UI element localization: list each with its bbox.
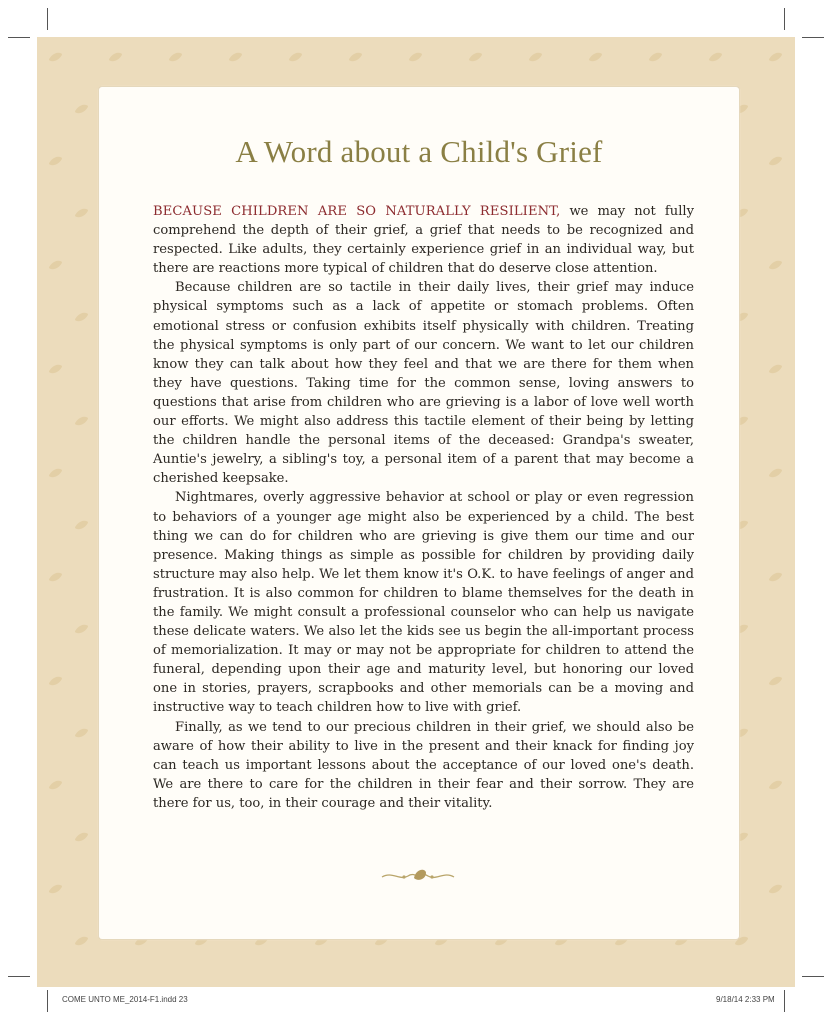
paragraph-2: Because children are so tactile in their daily lives, their grief may induce physical symptoms such as a lack of appetite or stomach problems. Often emotional stress or confusion exhibits itself physically with children. Treating the physical symptoms is only part of our concern. We want to let our children know they can talk about how they feel and that we are there for them when they have questions. Taking time for the common sense, loving answers to questions that arise from children who are grieving is a labor of love well worth our efforts. We might also address this tactile element of their being by letting the children handle the personal items of the deceased: Grandpa's sweater, Auntie's jewelry, a sibling's toy, a personal item of a parent that may become a cherished keepsake. bbox=[153, 280, 694, 487]
crop-mark-bottom-right-h bbox=[802, 976, 824, 977]
leaf-pattern-icon bbox=[709, 50, 723, 65]
paragraph-1 bbox=[153, 202, 694, 278]
leaf-pattern-icon bbox=[769, 778, 783, 793]
crop-mark-top-left-h bbox=[8, 37, 30, 38]
leaf-pattern-icon bbox=[289, 50, 303, 65]
leaf-pattern-icon bbox=[769, 258, 783, 273]
crop-mark-top-right bbox=[784, 8, 785, 30]
leaf-pattern-icon bbox=[229, 50, 243, 65]
leaf-pattern-icon bbox=[49, 674, 63, 689]
lead-in-text: BECAUSE CHILDREN ARE SO NATURALLY RESILIENT, bbox=[153, 204, 561, 219]
leaf-pattern-icon bbox=[75, 102, 89, 117]
leaf-pattern-icon bbox=[649, 50, 663, 65]
leaf-pattern-icon bbox=[49, 362, 63, 377]
paragraph-3: Nightmares, overly aggressive behavior at school or play or even regression to behaviors of a younger age might also be experienced by a child. The best thing we can do for children who are grieving is give them our time and our presence. Making things as simple as possible for children by providing daily structure may also help. We let them know it's O.K. to have feelings of anger and frustration. It is also common for children to blame themselves for the death in the family. We might consult a professional counselor who can help us navigate these delicate waters. We also let the kids see us begin the all-important process of memorialization. It may or may not be appropriate for children to attend the funeral, depending upon their age and maturity level, but honoring our loved one in stories, prayers, scrapbooks and other memorials can be a moving and instructive way to teach children how to live with grief. bbox=[153, 490, 694, 716]
crop-mark-top-left bbox=[47, 8, 48, 30]
leaf-pattern-icon bbox=[769, 466, 783, 481]
leaf-pattern-icon bbox=[769, 882, 783, 897]
leaf-pattern-icon bbox=[769, 570, 783, 585]
date-slug: 9/18/14 2:33 PM bbox=[716, 995, 775, 1004]
paragraph-4: Finally, as we tend to our precious children in their grief, we should also be aware of how their ability to live in the present and their knack for finding joy can teach us important lessons about the acceptance of our loved one's death. We are there to care for the children in their fear and their sorrow. They are there for us, too, in their courage and their vitality. bbox=[153, 719, 694, 811]
leaf-scroll-ornament-icon bbox=[378, 865, 458, 885]
leaf-pattern-icon bbox=[769, 154, 783, 169]
leaf-pattern-icon bbox=[49, 570, 63, 585]
page-title: A Word about a Child's Grief bbox=[235, 134, 603, 169]
leaf-pattern-icon bbox=[469, 50, 483, 65]
leaf-pattern-icon bbox=[49, 50, 63, 65]
leaf-pattern-icon bbox=[169, 50, 183, 65]
leaf-pattern-icon bbox=[769, 50, 783, 65]
leaf-pattern-icon bbox=[349, 50, 363, 65]
leaf-pattern-icon bbox=[589, 50, 603, 65]
paragraph-1-text: we may not fully comprehend the depth of their grief, a grief that needs to be recognized and respected. Like adults, they certainly experience grief in an individual way, but there are reactions more typical of children that do deserve close attention. bbox=[153, 204, 694, 277]
leaf-pattern-icon bbox=[49, 778, 63, 793]
leaf-pattern-icon bbox=[769, 362, 783, 377]
leaf-pattern-icon bbox=[109, 50, 123, 65]
leaf-pattern-icon bbox=[75, 518, 89, 533]
leaf-pattern-icon bbox=[75, 206, 89, 221]
file-slug: COME UNTO ME_2014-F1.indd 23 bbox=[62, 995, 188, 1004]
leaf-pattern-icon bbox=[75, 310, 89, 325]
leaf-pattern-icon bbox=[49, 258, 63, 273]
leaf-pattern-icon bbox=[529, 50, 543, 65]
crop-mark-top-right-h bbox=[802, 37, 824, 38]
leaf-pattern-icon bbox=[75, 622, 89, 637]
crop-mark-bottom-left bbox=[47, 990, 48, 1012]
crop-mark-bottom-right bbox=[784, 990, 785, 1012]
leaf-pattern-icon bbox=[75, 726, 89, 741]
crop-mark-bottom-left-h bbox=[8, 976, 30, 977]
leaf-pattern-icon bbox=[49, 882, 63, 897]
leaf-pattern-icon bbox=[409, 50, 423, 65]
leaf-pattern-icon bbox=[75, 830, 89, 845]
leaf-pattern-icon bbox=[75, 414, 89, 429]
leaf-pattern-icon bbox=[75, 934, 89, 949]
leaf-pattern-icon bbox=[769, 674, 783, 689]
leaf-pattern-icon bbox=[49, 154, 63, 169]
leaf-pattern-icon bbox=[49, 466, 63, 481]
article-body bbox=[153, 202, 694, 813]
